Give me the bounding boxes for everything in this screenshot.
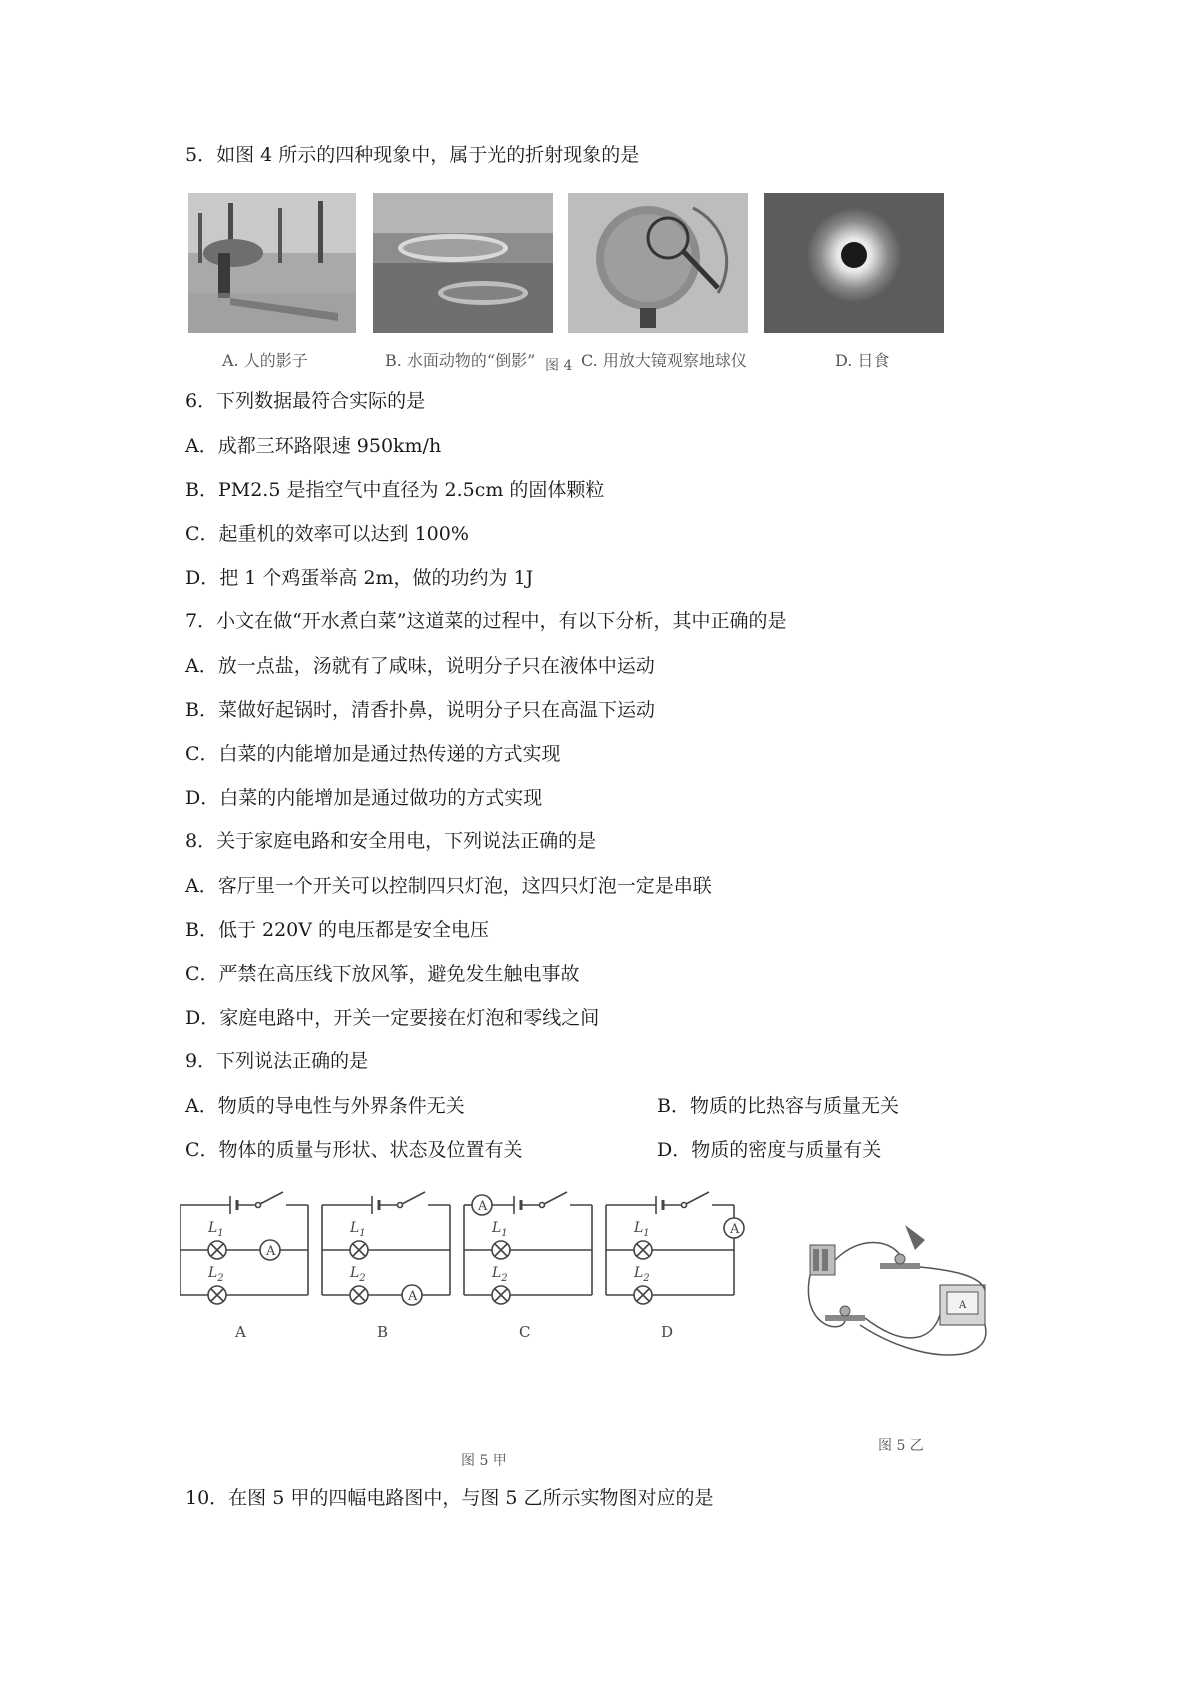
q10-stem: 10．在图 5 甲的四幅电路图中，与图 5 乙所示实物图对应的是	[185, 1487, 714, 1509]
photo-solar-eclipse	[764, 193, 944, 333]
figure-5-yi-label: 图 5 乙	[878, 1438, 924, 1454]
q9-option-b: B．物质的比热容与质量无关	[657, 1095, 899, 1117]
q7-option-a: A．放一点盐，汤就有了咸味，说明分子只在液体中运动	[185, 655, 655, 677]
circuit-b-ammeter-symbol: A	[408, 1289, 418, 1304]
q6-option-a: A．成都三环路限速 950km/h	[185, 435, 442, 457]
circuit-d-lamp-l1	[634, 1241, 652, 1259]
circuit-b-lamp-l2	[350, 1286, 368, 1304]
circuit-a-battery	[230, 1196, 237, 1214]
circuit-a-label-l1: $L_1$	[208, 1220, 224, 1239]
circuit-c-ammeter-symbol: A	[478, 1199, 488, 1214]
circuit-a-lamp-l1	[208, 1241, 226, 1259]
circuit-d-switch	[682, 1192, 710, 1208]
circuit-b-lamp-l1	[350, 1241, 368, 1259]
circuit-c-lamp-l2	[492, 1286, 510, 1304]
q7-stem: 7．小文在做“开水煮白菜”这道菜的过程中，有以下分析，其中正确的是	[185, 610, 787, 632]
q8-stem: 8．关于家庭电路和安全用电，下列说法正确的是	[185, 830, 597, 852]
q7-option-b: B．菜做好起锅时，清香扑鼻，说明分子只在高温下运动	[185, 699, 655, 721]
q8-option-a: A．客厅里一个开关可以控制四只灯泡，这四只灯泡一定是串联	[185, 875, 712, 897]
caption-b: B. 水面动物的“倒影”	[385, 351, 536, 370]
circuit-d-ammeter-symbol: A	[730, 1222, 740, 1237]
figure-5-yi-photo	[800, 1215, 1000, 1375]
circuit-d-letter: D	[661, 1323, 674, 1341]
circuit-a-label-l2: $L_2$	[208, 1265, 224, 1284]
figure-5-jia-label: 图 5 甲	[461, 1453, 507, 1469]
circuit-a-letter: A	[235, 1323, 246, 1341]
circuit-c-label-l2: $L_2$	[492, 1265, 508, 1284]
figure-4-label: 图 4	[545, 358, 573, 374]
circuit-a-lamp-l2	[208, 1286, 226, 1304]
circuit-d-label-l1: $L_1$	[634, 1220, 650, 1239]
q8-option-b: B．低于 220V 的电压都是安全电压	[185, 919, 490, 941]
photo-magnifier-globe	[568, 193, 748, 333]
q9-option-d: D．物质的密度与质量有关	[657, 1139, 882, 1161]
circuit-b-label-l2: $L_2$	[350, 1265, 366, 1284]
circuit-d-lamp-l2	[634, 1286, 652, 1304]
circuit-b-battery	[372, 1196, 379, 1214]
q9-option-c: C．物体的质量与形状、状态及位置有关	[185, 1139, 523, 1161]
circuit-b-letter: B	[377, 1323, 389, 1341]
photo-animal-reflection	[373, 193, 553, 333]
circuit-a-switch	[256, 1192, 284, 1208]
circuit-c-battery	[514, 1196, 521, 1214]
circuit-d-label-l2: $L_2$	[634, 1265, 650, 1284]
q9-stem: 9．下列说法正确的是	[185, 1050, 369, 1072]
q9-option-a: A．物质的导电性与外界条件无关	[185, 1095, 465, 1117]
q7-option-d: D．白菜的内能增加是通过做功的方式实现	[185, 787, 543, 809]
circuit-b-switch	[398, 1192, 426, 1208]
caption-a: A. 人的影子	[222, 351, 308, 370]
circuit-c-switch	[540, 1192, 568, 1208]
q6-option-d: D．把 1 个鸡蛋举高 2m，做的功约为 1J	[185, 567, 534, 589]
caption-c: C. 用放大镜观察地球仪	[581, 351, 747, 370]
caption-d: D. 日食	[835, 351, 890, 370]
q8-option-c: C．严禁在高压线下放风筝，避免发生触电事故	[185, 963, 580, 985]
circuit-b-label-l1: $L_1$	[350, 1220, 366, 1239]
q7-option-c: C．白菜的内能增加是通过热传递的方式实现	[185, 743, 561, 765]
q6-option-b: B．PM2.5 是指空气中直径为 2.5cm 的固体颗粒	[185, 479, 605, 501]
q5-stem: 5．如图 4 所示的四种现象中，属于光的折射现象的是	[185, 144, 640, 166]
q6-option-c: C．起重机的效率可以达到 100%	[185, 523, 469, 545]
photo-meter-symbol: A	[959, 1300, 967, 1311]
circuit-c-lamp-l1	[492, 1241, 510, 1259]
q8-option-d: D．家庭电路中，开关一定要接在灯泡和零线之间	[185, 1007, 600, 1029]
circuit-c-label-l1: $L_1$	[492, 1220, 508, 1239]
circuit-c-letter: C	[519, 1323, 531, 1341]
photo-person-shadow	[188, 193, 356, 333]
figure-5-jia-circuits	[180, 1185, 780, 1375]
circuit-d-battery	[656, 1196, 663, 1214]
circuit-a-ammeter-symbol: A	[266, 1244, 276, 1259]
q6-stem: 6．下列数据最符合实际的是	[185, 390, 426, 412]
